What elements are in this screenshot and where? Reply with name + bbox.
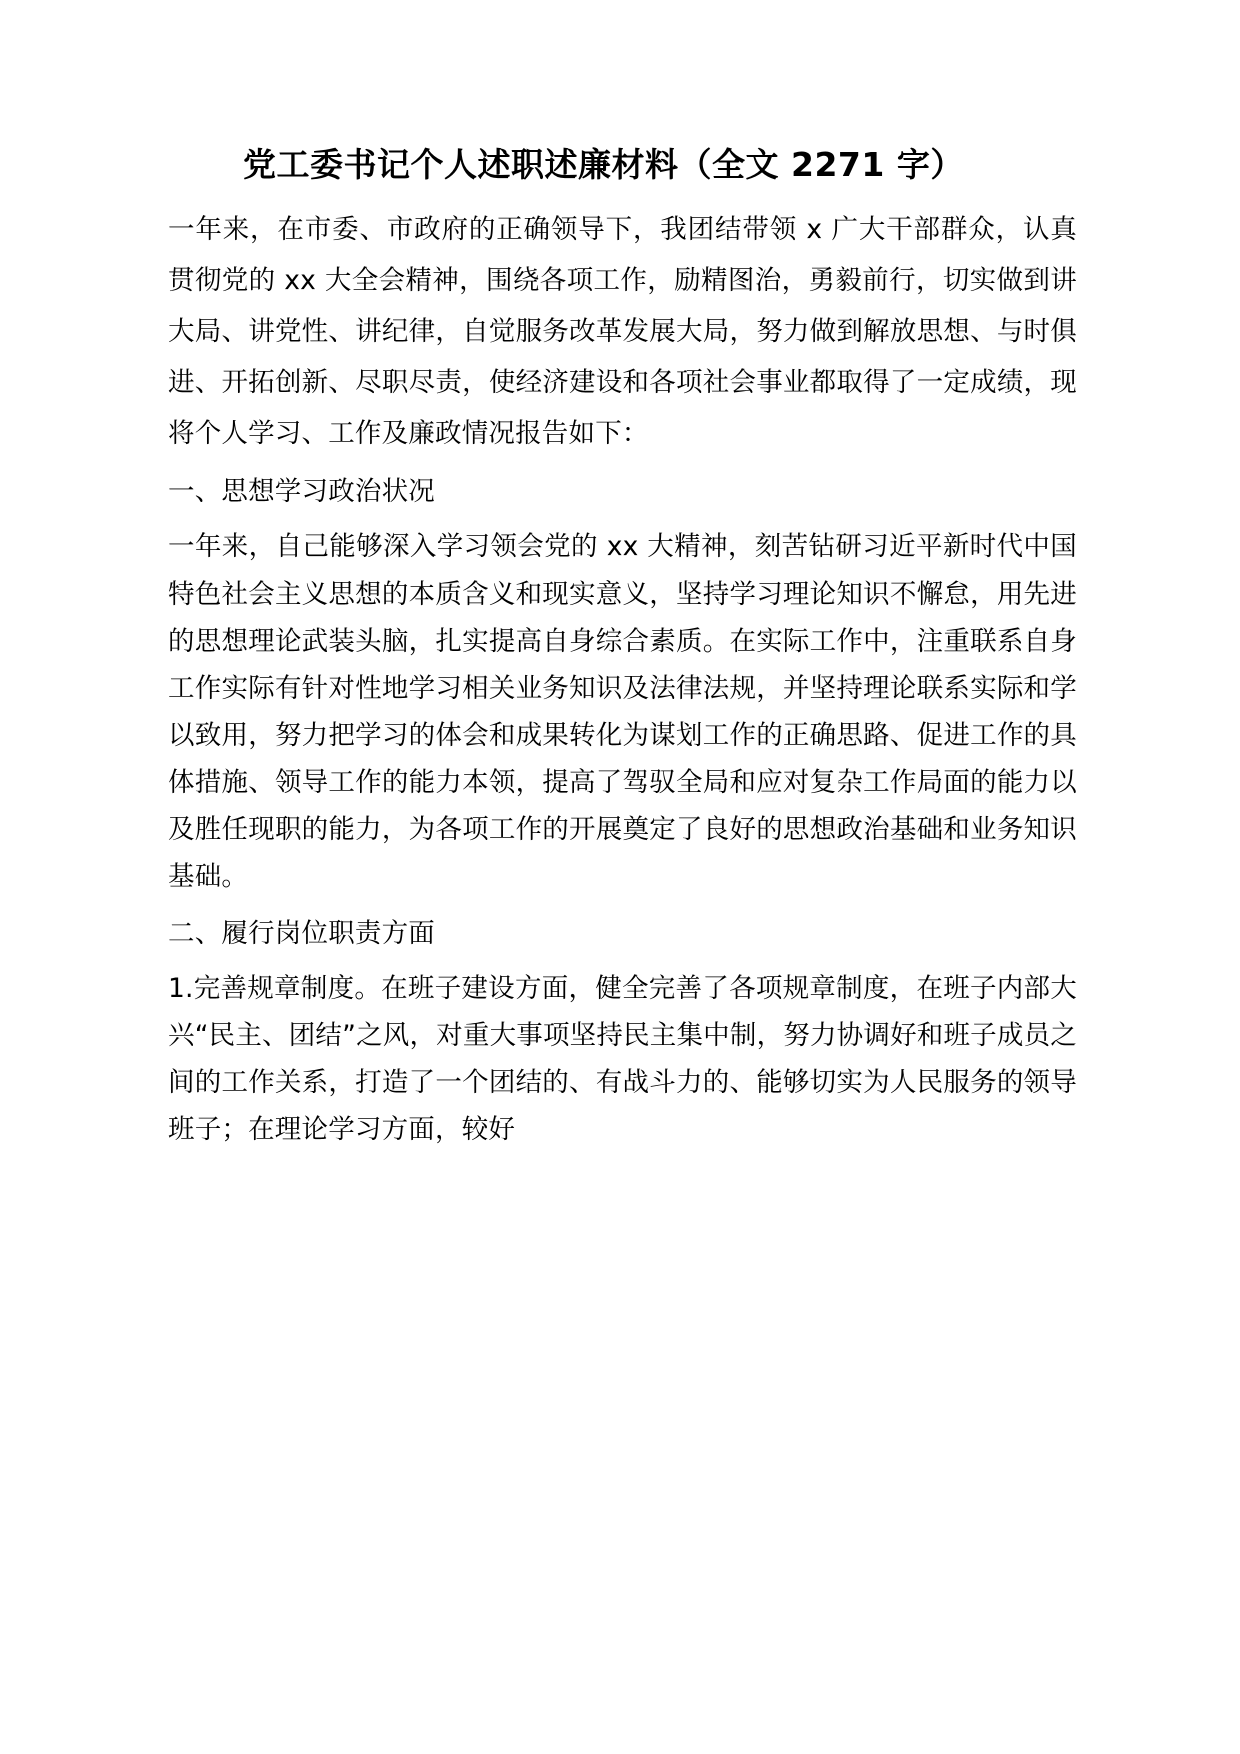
page-title: 党工委书记个人述职述廉材料（全文 2271 字） xyxy=(243,145,964,184)
paragraph-intro: 一年来，在市委、市政府的正确领导下，我团结带领 x 广大干部群众，认真贯彻党的 xx 大全会精神，围绕各项工作，励精图治，勇毅前行，切实做到讲大局、讲党性、讲纪律，自觉服务改革发展大局，努力做到解放思想、与时俱进、开拓创新、尽职尽责，使经济建设和各项社会事业都取得了一定成绩，现将个人学习、工作及廉政情况报告如下： xyxy=(168,213,1077,450)
section-heading-one: 一、思想学习政治状况 xyxy=(168,476,435,508)
section-two-body: 1.完善规章制度。在班子建设方面，健全完善了各项规章制度，在班子内部大兴“民主、团结”之风，对重大事项坚持民主集中制，努力协调好和班子成员之间的工作关系，打造了一个团结的、有战斗力的、能够切实为人民服务的领导班子；在理论学习方面，较好 xyxy=(168,972,1077,1146)
section-heading-two: 二、履行岗位职责方面 xyxy=(168,917,435,949)
section-one-body: 一年来，自己能够深入学习领会党的 xx 大精神，刻苦钻研习近平新时代中国特色社会主义思想的本质含义和现实意义，坚持学习理论知识不懈怠，用先进的思想理论武装头脑，扎实提高自身综合素质。在实际工作中，注重联系自身工作实际有针对性地学习相关业务知识及法律法规，并坚持理论联系实际和学以致用，努力把学习的体会和成果转化为谋划工作的正确思路、促进工作的具体措施、领导工作的能力本领，提高了驾驭全局和应对复杂工作局面的能力以及胜任现职的能力，为各项工作的开展奠定了良好的思想政治基础和业务知识基础。 xyxy=(168,531,1077,893)
